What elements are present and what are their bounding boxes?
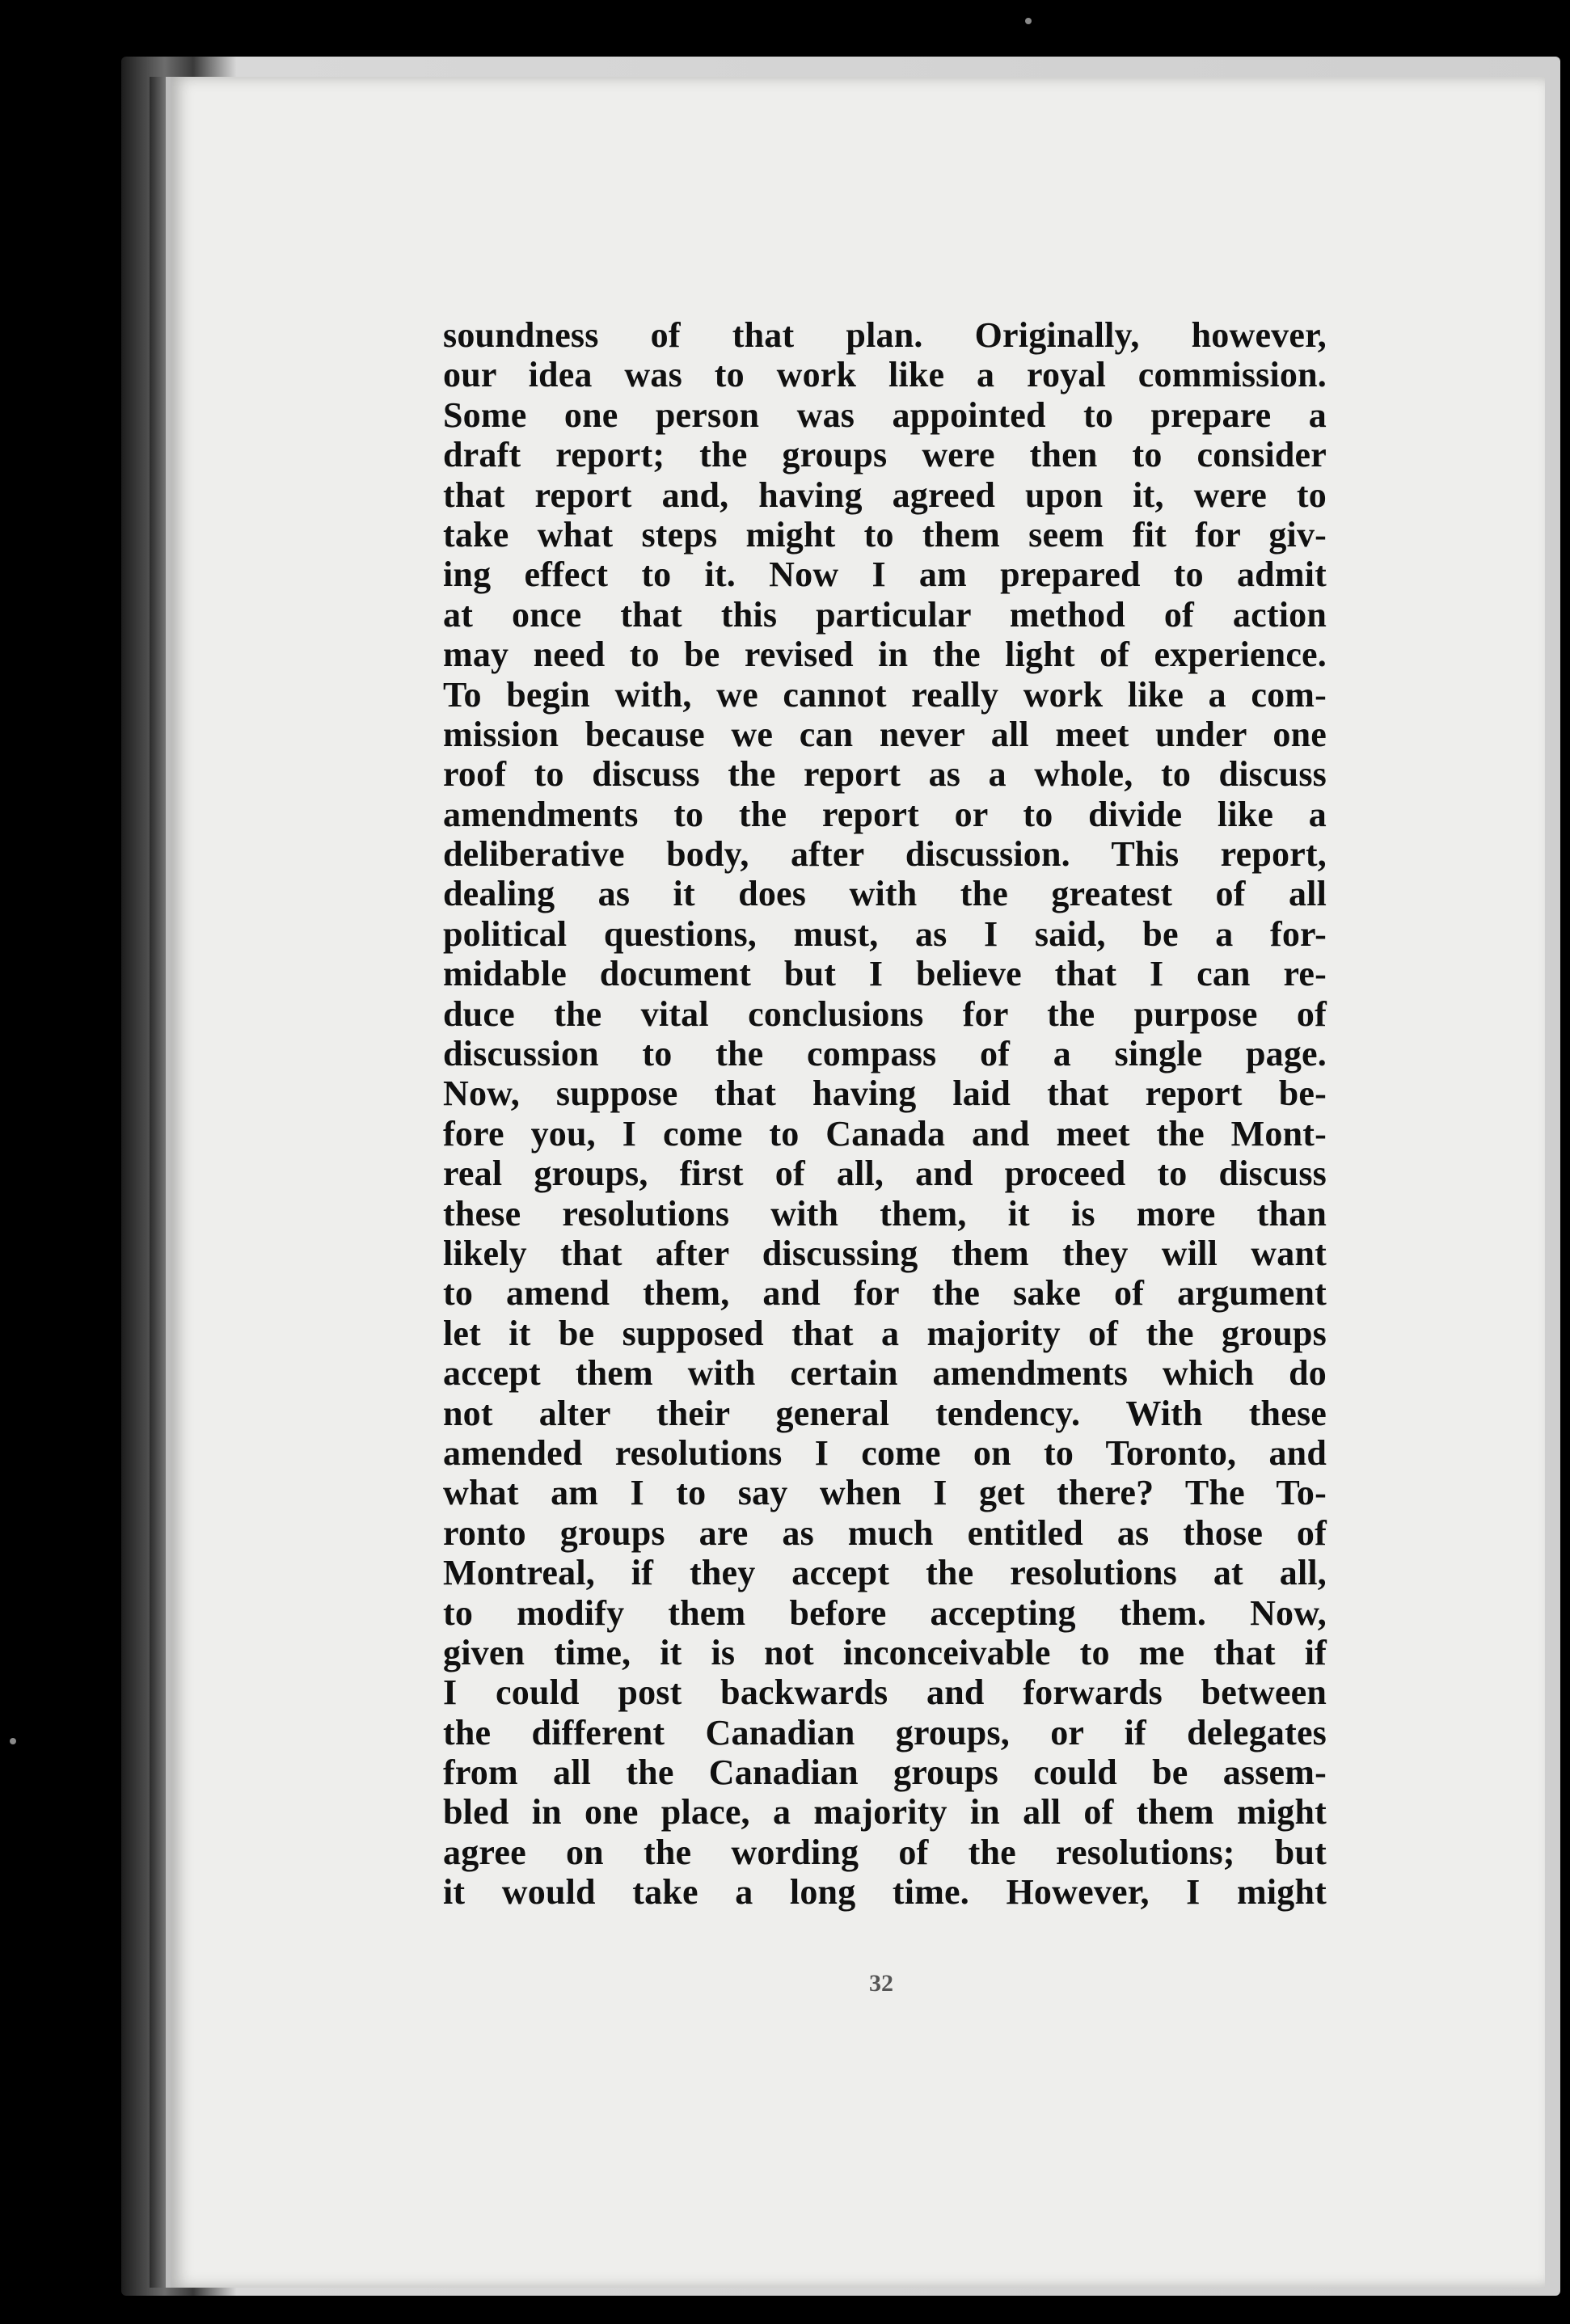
text-line: amended resolutions I come on to Toronto, and — [443, 1432, 1327, 1473]
text-line: ronto groups are as much entitled as those of — [443, 1512, 1327, 1553]
text-line: real groups, first of all, and proceed to discuss — [443, 1154, 1327, 1194]
body-text — [443, 315, 1327, 1913]
text-line: from all the Canadian groups could be assem- — [443, 1752, 1327, 1793]
text-line: I could post backwards and forwards between — [443, 1672, 1327, 1713]
text-line: that report and, having agreed upon it, were to — [443, 475, 1327, 515]
text-line: dealing as it does with the greatest of all — [443, 874, 1327, 914]
text-line: to modify them before accepting them. Now, — [443, 1592, 1327, 1633]
text-line: fore you, I come to Canada and meet the Mont- — [443, 1113, 1327, 1154]
text-line: mission because we can never all meet under one — [443, 714, 1327, 754]
text-line: discussion to the compass of a single page. — [443, 1034, 1327, 1074]
text-line: our idea was to work like a royal commission. — [443, 355, 1327, 395]
text-line: Now, suppose that having laid that report be- — [443, 1073, 1327, 1114]
text-line: midable document but I believe that I can re- — [443, 954, 1327, 994]
text-line: what am I to say when I get there? The To- — [443, 1473, 1327, 1513]
text-line: given time, it is not inconceivable to me that if — [443, 1632, 1327, 1672]
text-line: at once that this particular method of action — [443, 594, 1327, 635]
text-line: accept them with certain amendments which do — [443, 1353, 1327, 1394]
text-line: soundness of that plan. Originally, however, — [443, 315, 1327, 355]
text-line: these resolutions with them, it is more than — [443, 1193, 1327, 1234]
text-line: to amend them, and for the sake of argument — [443, 1273, 1327, 1314]
text-line: draft report; the groups were then to consider — [443, 435, 1327, 475]
text-line: agree on the wording of the resolutions; but — [443, 1832, 1327, 1872]
text-line: Some one person was appointed to prepare a — [443, 394, 1327, 435]
dust-speck — [10, 1738, 16, 1744]
text-line: the different Canadian groups, or if delegates — [443, 1712, 1327, 1752]
text-line: it would take a long time. However, I might — [443, 1872, 1327, 1913]
text-line: likely that after discussing them they will want — [443, 1233, 1327, 1273]
dust-speck — [1025, 18, 1032, 24]
text-line: may need to be revised in the light of experience. — [443, 635, 1327, 675]
text-line: deliberative body, after discussion. This report, — [443, 834, 1327, 875]
text-line: not alter their general tendency. With these — [443, 1393, 1327, 1433]
text-line: duce the vital conclusions for the purpose of — [443, 993, 1327, 1034]
text-line: amendments to the report or to divide like a — [443, 794, 1327, 834]
text-line: bled in one place, a majority in all of them might — [443, 1792, 1327, 1833]
text-line: let it be supposed that a majority of the groups — [443, 1313, 1327, 1353]
text-line: roof to discuss the report as a whole, to discuss — [443, 754, 1327, 795]
text-line: Montreal, if they accept the resolutions at all, — [443, 1553, 1327, 1593]
text-line: take what steps might to them seem fit for giv- — [443, 514, 1327, 555]
text-line: To begin with, we cannot really work like a com- — [443, 674, 1327, 715]
text-line: ing effect to it. Now I am prepared to admit — [443, 555, 1327, 595]
page-number: 32 — [869, 1970, 893, 1997]
text-line: political questions, must, as I said, be a for- — [443, 913, 1327, 954]
